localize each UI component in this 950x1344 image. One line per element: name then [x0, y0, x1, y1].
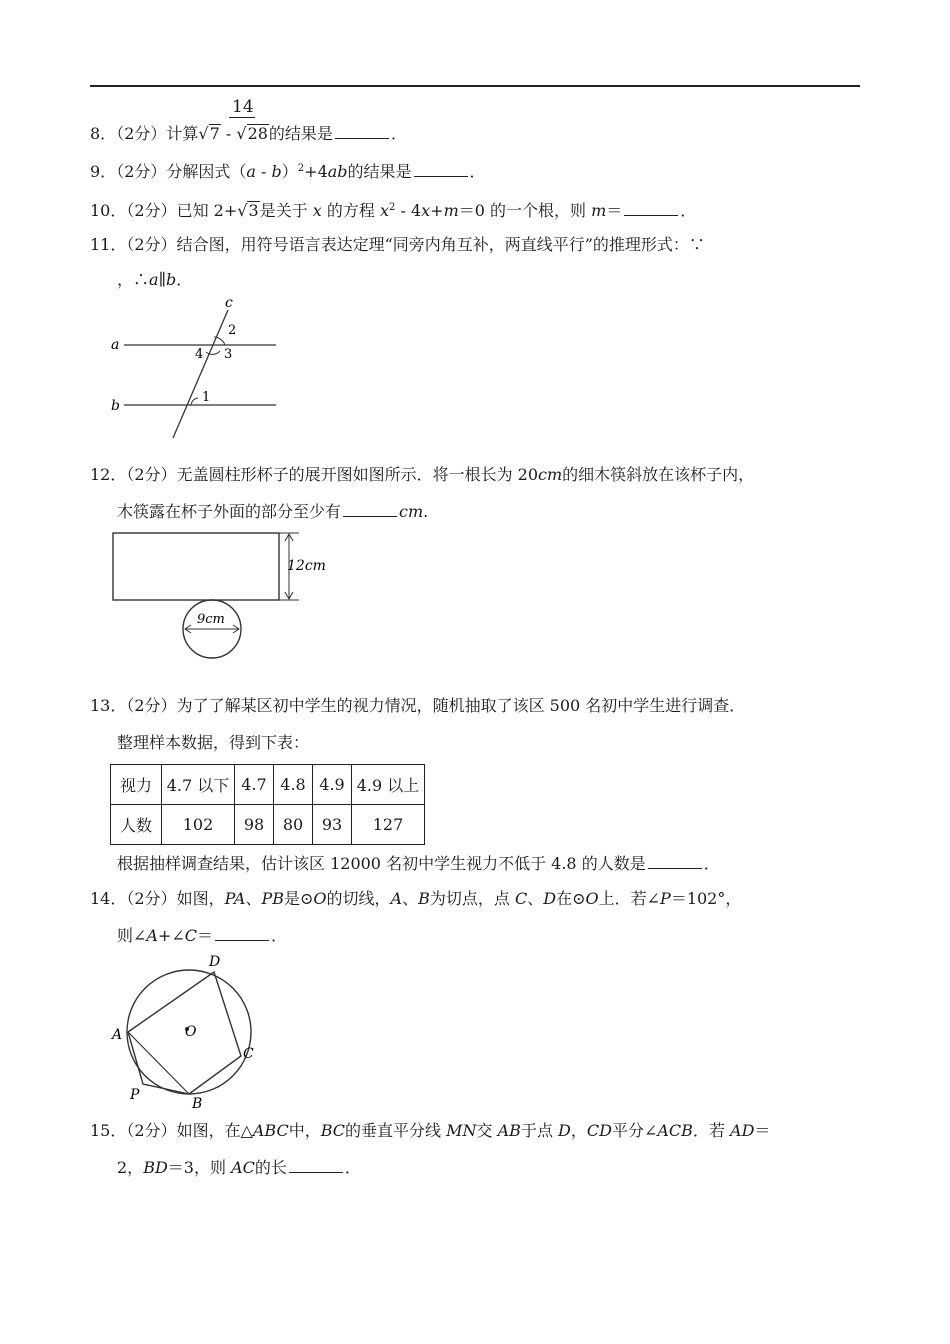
q15-text-5: 于点	[520, 1121, 559, 1140]
label-O: O	[185, 1024, 197, 1040]
angle-1-label: 1	[202, 390, 211, 405]
q8-fraction-bar	[229, 117, 255, 118]
q15-number: 15．	[90, 1121, 127, 1140]
q15-text-4: 交	[476, 1121, 498, 1140]
q11-parallel: ∥	[158, 270, 166, 289]
q13-number: 13．	[90, 696, 127, 715]
q15-BC: BC	[320, 1121, 346, 1140]
q13-text-1: 为了了解某区初中学生的视力情况，随机抽取了该区 500 名初中学生进行调查．	[176, 696, 746, 715]
question-9	[90, 157, 486, 184]
label-C: C	[243, 1046, 254, 1062]
table-cell: 人数	[111, 805, 162, 845]
q14-A2: A	[146, 926, 158, 945]
q14-line2-pre: 则∠	[117, 926, 147, 945]
q15-CD: CD	[586, 1121, 612, 1140]
q8-end: ．	[390, 124, 407, 143]
label-A: A	[112, 1027, 123, 1043]
q15-line2-mid: ＝3，则	[167, 1158, 232, 1177]
q14-text-3: 的切线，	[326, 889, 391, 908]
q11-therefore: ，∴	[117, 270, 150, 289]
question-12	[90, 463, 754, 487]
q15-text-7: 平分∠	[611, 1121, 658, 1140]
question-8: 8．（2分）计算√7 - √28的结果是 ．	[90, 124, 407, 143]
q15-end: ．	[344, 1158, 361, 1177]
q12-figure	[105, 525, 345, 665]
q15-ACB: ACB	[657, 1121, 693, 1140]
q15-answer-blank[interactable]	[289, 1158, 343, 1173]
q14-text-2: 是⊙	[283, 889, 314, 908]
height-label: 12cm	[287, 558, 326, 574]
q9-close: ）	[281, 162, 298, 181]
table-cell: 4.7	[235, 765, 274, 805]
q10-score: （2分）	[126, 201, 177, 220]
q13-answer-blank[interactable]	[648, 854, 702, 869]
top-rule	[90, 85, 860, 87]
q12-unit: cm	[399, 502, 424, 521]
q10-text-3: 的方程	[321, 201, 380, 220]
q10-plus: +	[430, 201, 444, 220]
q10-number: 10．	[90, 201, 127, 220]
q8-suffix: 的结果是	[268, 124, 333, 143]
q15-BD: BD	[143, 1158, 168, 1177]
q14-text-4: 为切点，点	[429, 889, 515, 908]
q11-number: 11．	[90, 235, 127, 254]
table-cell: 93	[313, 805, 352, 845]
q14-D: D	[543, 889, 557, 908]
q14-C2: C	[184, 926, 198, 945]
q9-number: 9．	[90, 162, 117, 181]
q9-score: （2分）	[116, 162, 167, 181]
q11-var-b: b	[165, 270, 177, 289]
q10-exponent: 2	[388, 202, 396, 213]
q8-radicand-2: 28	[247, 124, 268, 143]
question-15	[90, 1119, 770, 1143]
q11-var-a: a	[149, 270, 159, 289]
q9-var-a: a	[246, 162, 256, 181]
vision-table	[110, 764, 425, 845]
q14-A: A	[390, 889, 403, 908]
q11-text: 结合图，用符号语言表达定理“同旁内角互补，两直线平行”的推理形式：∵	[176, 235, 705, 254]
q12-line-2: 木筷露在杯子外面的部分至少有	[117, 502, 342, 521]
q13-score: （2分）	[126, 696, 177, 715]
q12-text-1: 无盖圆柱形杯子的展开图如图所示．将一根长为 20	[176, 465, 539, 484]
label-B: B	[192, 1096, 203, 1110]
q14-P: P	[660, 889, 671, 908]
q9-minus: -	[255, 162, 272, 181]
q8-answer-blank[interactable]	[335, 124, 389, 139]
q15-MN: MN	[446, 1121, 477, 1140]
q9-text: 分解因式（	[166, 162, 247, 181]
q14-text-5: 在⊙	[556, 889, 586, 908]
q10-text-1: 已知 2+	[176, 201, 238, 220]
q9-plus: +4	[304, 162, 328, 181]
table-cell: 4.9 以上	[352, 765, 425, 805]
question-11	[90, 233, 705, 257]
question-14	[90, 887, 741, 911]
q14-eq: ＝	[197, 926, 214, 945]
q14-score: （2分）	[126, 889, 177, 908]
q8-number: 8．	[90, 124, 117, 143]
q14-text-1: 如图，	[176, 889, 225, 908]
q14-sep-2: 、	[402, 889, 419, 908]
q10-var-m2: m	[591, 201, 607, 220]
question-15-line-2	[117, 1156, 361, 1180]
table-cell: 98	[235, 805, 274, 845]
table-header-row	[111, 765, 425, 805]
q14-O2: O	[585, 889, 599, 908]
q12-answer-blank[interactable]	[343, 502, 397, 517]
q15-AB: AB	[497, 1121, 521, 1140]
q10-var-x: x	[312, 201, 322, 220]
q10-answer-blank[interactable]	[624, 201, 678, 216]
q14-text-6: 上．若∠	[598, 889, 661, 908]
q15-score: （2分）	[126, 1121, 177, 1140]
question-11-line-2	[117, 268, 192, 292]
q11-score: （2分）	[126, 235, 177, 254]
q8-radicand-1: 7	[209, 124, 220, 143]
label-a: a	[111, 337, 120, 353]
q15-text-1: 如图，在△	[176, 1121, 253, 1140]
q9-var-b: b	[271, 162, 282, 181]
q15-text-3: 的垂直平分线	[345, 1121, 447, 1140]
q14-B: B	[418, 889, 430, 908]
q10-var-m: m	[443, 201, 459, 220]
q11-figure	[100, 290, 290, 450]
q10-text-5: ＝0 的一个根，则	[458, 201, 592, 220]
q10-radicand: 3	[248, 201, 259, 220]
question-14-line-2	[117, 924, 287, 948]
q10-end: ．	[680, 201, 697, 220]
q14-figure	[105, 950, 275, 1110]
table-cell: 视力	[111, 765, 162, 805]
cup-side-rect	[113, 533, 279, 600]
q10-text-2: 是关于	[259, 201, 313, 220]
q10-eq: ＝	[606, 201, 623, 220]
angle-3-label: 3	[224, 347, 233, 362]
q8-minus: -	[220, 124, 237, 143]
q13-end: ．	[703, 854, 720, 873]
q14-text-7: ＝102°，	[670, 889, 742, 908]
q15-text-9: ＝	[754, 1121, 771, 1140]
q14-plus: +∠	[157, 926, 185, 945]
question-10: 10．（2分）已知 2+√3是关于 x 的方程 $x^2 - 4x+m=0$ 的一个根，则 m＝ ．	[90, 201, 697, 220]
q15-ABC: ABC	[252, 1121, 289, 1140]
q14-C: C	[514, 889, 528, 908]
table-cell: 4.7 以下	[162, 765, 235, 805]
q8-score: （2分）	[116, 124, 167, 143]
q9-suffix: 的结果是	[347, 162, 412, 181]
q12-end: .	[423, 502, 429, 521]
q9-end: ．	[469, 162, 486, 181]
table-cell: 102	[162, 805, 235, 845]
q13-line-2: 整理样本数据，得到下表：	[117, 733, 310, 752]
label-c: c	[225, 295, 233, 311]
q12-score: （2分）	[126, 465, 177, 484]
q10-text-4: - 4	[395, 201, 422, 220]
table-cell: 4.9	[313, 765, 352, 805]
q8-prefix: 计算	[166, 124, 199, 143]
angle-4-label: 4	[195, 347, 204, 362]
question-13	[90, 694, 745, 718]
q14-PA: PA	[224, 889, 246, 908]
q15-text-2: 中，	[288, 1121, 321, 1140]
label-b: b	[111, 398, 120, 414]
line-c	[173, 310, 228, 438]
angle-2-label: 2	[228, 323, 237, 338]
q14-answer-blank[interactable]	[215, 926, 269, 941]
label-P: P	[130, 1087, 140, 1103]
q14-sep-3: 、	[527, 889, 544, 908]
q8-numerator: 14	[232, 97, 254, 117]
question-13-line-3	[117, 852, 720, 876]
q12-number: 12．	[90, 465, 127, 484]
q13-line-3: 根据抽样调查结果，估计该区 12000 名初中学生视力不低于 4.8 的人数是	[117, 854, 646, 873]
q14-sep: 、	[245, 889, 262, 908]
q15-text-8: ．若	[692, 1121, 731, 1140]
q12-unit-cm: cm	[538, 465, 563, 484]
q10-var-x2: x	[379, 201, 389, 220]
angle-3-arc	[206, 351, 220, 354]
table-cell: 80	[274, 805, 313, 845]
q9-exponent: 2	[297, 163, 305, 174]
q12-text-2: 的细木筷斜放在该杯子内，	[562, 465, 755, 484]
q14-O: O	[313, 889, 327, 908]
q14-PB: PB	[261, 889, 284, 908]
table-row	[111, 805, 425, 845]
q15-text-6: ，	[570, 1121, 587, 1140]
label-D: D	[209, 954, 221, 970]
q9-var-ab: ab	[327, 162, 348, 181]
angle-1-arc	[191, 398, 198, 405]
q15-line2-pre: 2，	[117, 1158, 144, 1177]
q15-AC: AC	[231, 1158, 255, 1177]
table-cell: 127	[352, 805, 425, 845]
q11-end: ．	[176, 270, 193, 289]
q10-var-x3: x	[421, 201, 431, 220]
q14-end: ．	[271, 926, 288, 945]
q15-AD: AD	[730, 1121, 755, 1140]
question-12-line-2	[117, 500, 428, 524]
q15-line2-suf: 的长	[254, 1158, 287, 1177]
diameter-label: 9cm	[197, 612, 225, 627]
question-13-line-2	[117, 731, 309, 755]
q9-answer-blank[interactable]	[414, 162, 468, 177]
table-cell: 4.8	[274, 765, 313, 805]
q14-number: 14．	[90, 889, 127, 908]
q15-D: D	[558, 1121, 571, 1140]
